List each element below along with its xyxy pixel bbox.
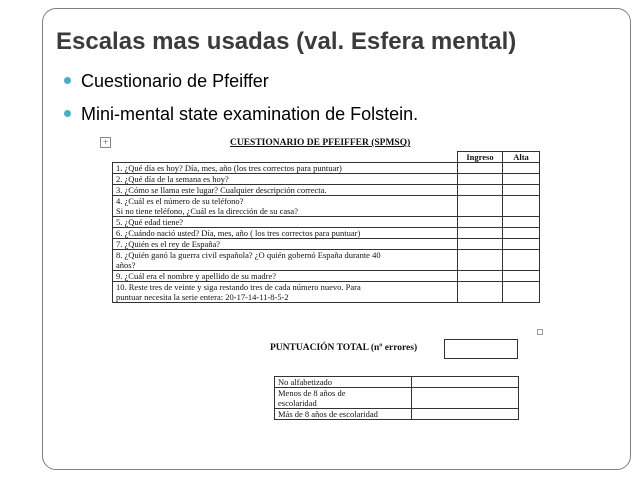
table-row bbox=[113, 282, 540, 303]
question-line: años? bbox=[116, 260, 136, 270]
alta-cell[interactable] bbox=[503, 271, 540, 282]
question-cell bbox=[113, 163, 458, 174]
bullet-text: Cuestionario de Pfeiffer bbox=[81, 71, 269, 91]
bullet-dot-icon bbox=[64, 77, 71, 84]
bullet-text: Mini-mental state examination de Folstein. bbox=[81, 104, 419, 124]
ingreso-cell[interactable] bbox=[458, 163, 503, 174]
resize-handle-icon[interactable] bbox=[537, 329, 543, 335]
ingreso-cell[interactable] bbox=[458, 217, 503, 228]
questionnaire-title: CUESTIONARIO DE PFEIFFER (SPMSQ) bbox=[230, 138, 411, 148]
education-value-cell[interactable] bbox=[412, 377, 519, 388]
question-cell bbox=[113, 228, 458, 239]
table-row bbox=[113, 217, 540, 228]
table-row bbox=[113, 196, 540, 217]
education-line: Más de 8 años de escolaridad bbox=[278, 409, 378, 419]
question-line: 4. ¿Cuál es el número de su teléfono? bbox=[116, 196, 244, 206]
question-cell bbox=[113, 271, 458, 282]
table-row bbox=[113, 174, 540, 185]
question-line: 6. ¿Cuándo nació usted? Día, mes, año ( los tres correctos para puntuar) bbox=[116, 228, 361, 238]
header-alta: Alta bbox=[503, 152, 540, 163]
question-cell bbox=[113, 185, 458, 196]
table-row bbox=[275, 377, 519, 388]
education-line: No alfabetizado bbox=[278, 377, 333, 387]
question-line: 9. ¿Cuál era el nombre y apellido de su madre? bbox=[116, 271, 277, 281]
question-cell bbox=[113, 174, 458, 185]
table-row bbox=[113, 239, 540, 250]
ingreso-cell[interactable] bbox=[458, 271, 503, 282]
move-handle-icon[interactable]: + bbox=[100, 137, 111, 148]
ingreso-cell[interactable] bbox=[458, 174, 503, 185]
header-ingreso: Ingreso bbox=[458, 152, 503, 163]
question-line: 8. ¿Quién ganó la guerra civil española? ¿O quién gobernó España durante 40 bbox=[116, 250, 381, 260]
table-row bbox=[113, 163, 540, 174]
table-row bbox=[113, 185, 540, 196]
education-line: escolaridad bbox=[278, 398, 317, 408]
question-line: 5. ¿Qué edad tiene? bbox=[116, 217, 184, 227]
alta-cell[interactable] bbox=[503, 250, 540, 271]
total-score-label: PUNTUACIÓN TOTAL (nº errores) bbox=[270, 343, 418, 353]
table-header-blank bbox=[113, 152, 458, 163]
questionnaire-table bbox=[112, 151, 540, 303]
question-line: 2. ¿Qué día de la semana es hoy? bbox=[116, 174, 229, 184]
bullet-item bbox=[64, 104, 418, 125]
ingreso-cell[interactable] bbox=[458, 250, 503, 271]
question-cell bbox=[113, 217, 458, 228]
alta-cell[interactable] bbox=[503, 217, 540, 228]
table-header-row bbox=[113, 152, 540, 163]
bullet-item bbox=[64, 71, 269, 92]
total-score-box[interactable] bbox=[444, 339, 518, 359]
alta-cell[interactable] bbox=[503, 163, 540, 174]
education-table bbox=[274, 376, 519, 420]
question-cell bbox=[113, 282, 458, 303]
ingreso-cell[interactable] bbox=[458, 239, 503, 250]
pfeiffer-questionnaire-image bbox=[100, 137, 542, 435]
ingreso-cell[interactable] bbox=[458, 196, 503, 217]
question-line: 1. ¿Qué día es hoy? Día, mes, año (los tres correctos para puntuar) bbox=[116, 163, 342, 173]
table-row bbox=[275, 388, 519, 409]
education-label bbox=[275, 377, 412, 388]
table-row bbox=[275, 409, 519, 420]
education-line: Menos de 8 años de bbox=[278, 388, 346, 398]
slide-title: Escalas mas usadas (val. Esfera mental) bbox=[56, 28, 517, 55]
alta-cell[interactable] bbox=[503, 174, 540, 185]
question-line: Si no tiene teléfono, ¿Cuál es la dirección de su casa? bbox=[116, 206, 298, 216]
bullet-dot-icon bbox=[64, 110, 71, 117]
table-row bbox=[113, 271, 540, 282]
education-label bbox=[275, 388, 412, 409]
ingreso-cell[interactable] bbox=[458, 185, 503, 196]
alta-cell[interactable] bbox=[503, 196, 540, 217]
question-line: 7. ¿Quién es el rey de España? bbox=[116, 239, 221, 249]
alta-cell[interactable] bbox=[503, 185, 540, 196]
question-cell bbox=[113, 239, 458, 250]
education-label bbox=[275, 409, 412, 420]
question-line: 10. Reste tres de veinte y siga restando tres de cada número nuevo. Para bbox=[116, 282, 361, 292]
table-row bbox=[113, 250, 540, 271]
question-line: 3. ¿Cómo se llama este lugar? Cualquier descripción correcta. bbox=[116, 185, 327, 195]
question-line: puntuar necesita la serie entera: 20-17-14-11-8-5-2 bbox=[116, 292, 289, 302]
education-value-cell[interactable] bbox=[412, 409, 519, 420]
alta-cell[interactable] bbox=[503, 239, 540, 250]
question-cell bbox=[113, 196, 458, 217]
table-row bbox=[113, 228, 540, 239]
ingreso-cell[interactable] bbox=[458, 282, 503, 303]
question-cell bbox=[113, 250, 458, 271]
ingreso-cell[interactable] bbox=[458, 228, 503, 239]
alta-cell[interactable] bbox=[503, 282, 540, 303]
education-value-cell[interactable] bbox=[412, 388, 519, 409]
alta-cell[interactable] bbox=[503, 228, 540, 239]
